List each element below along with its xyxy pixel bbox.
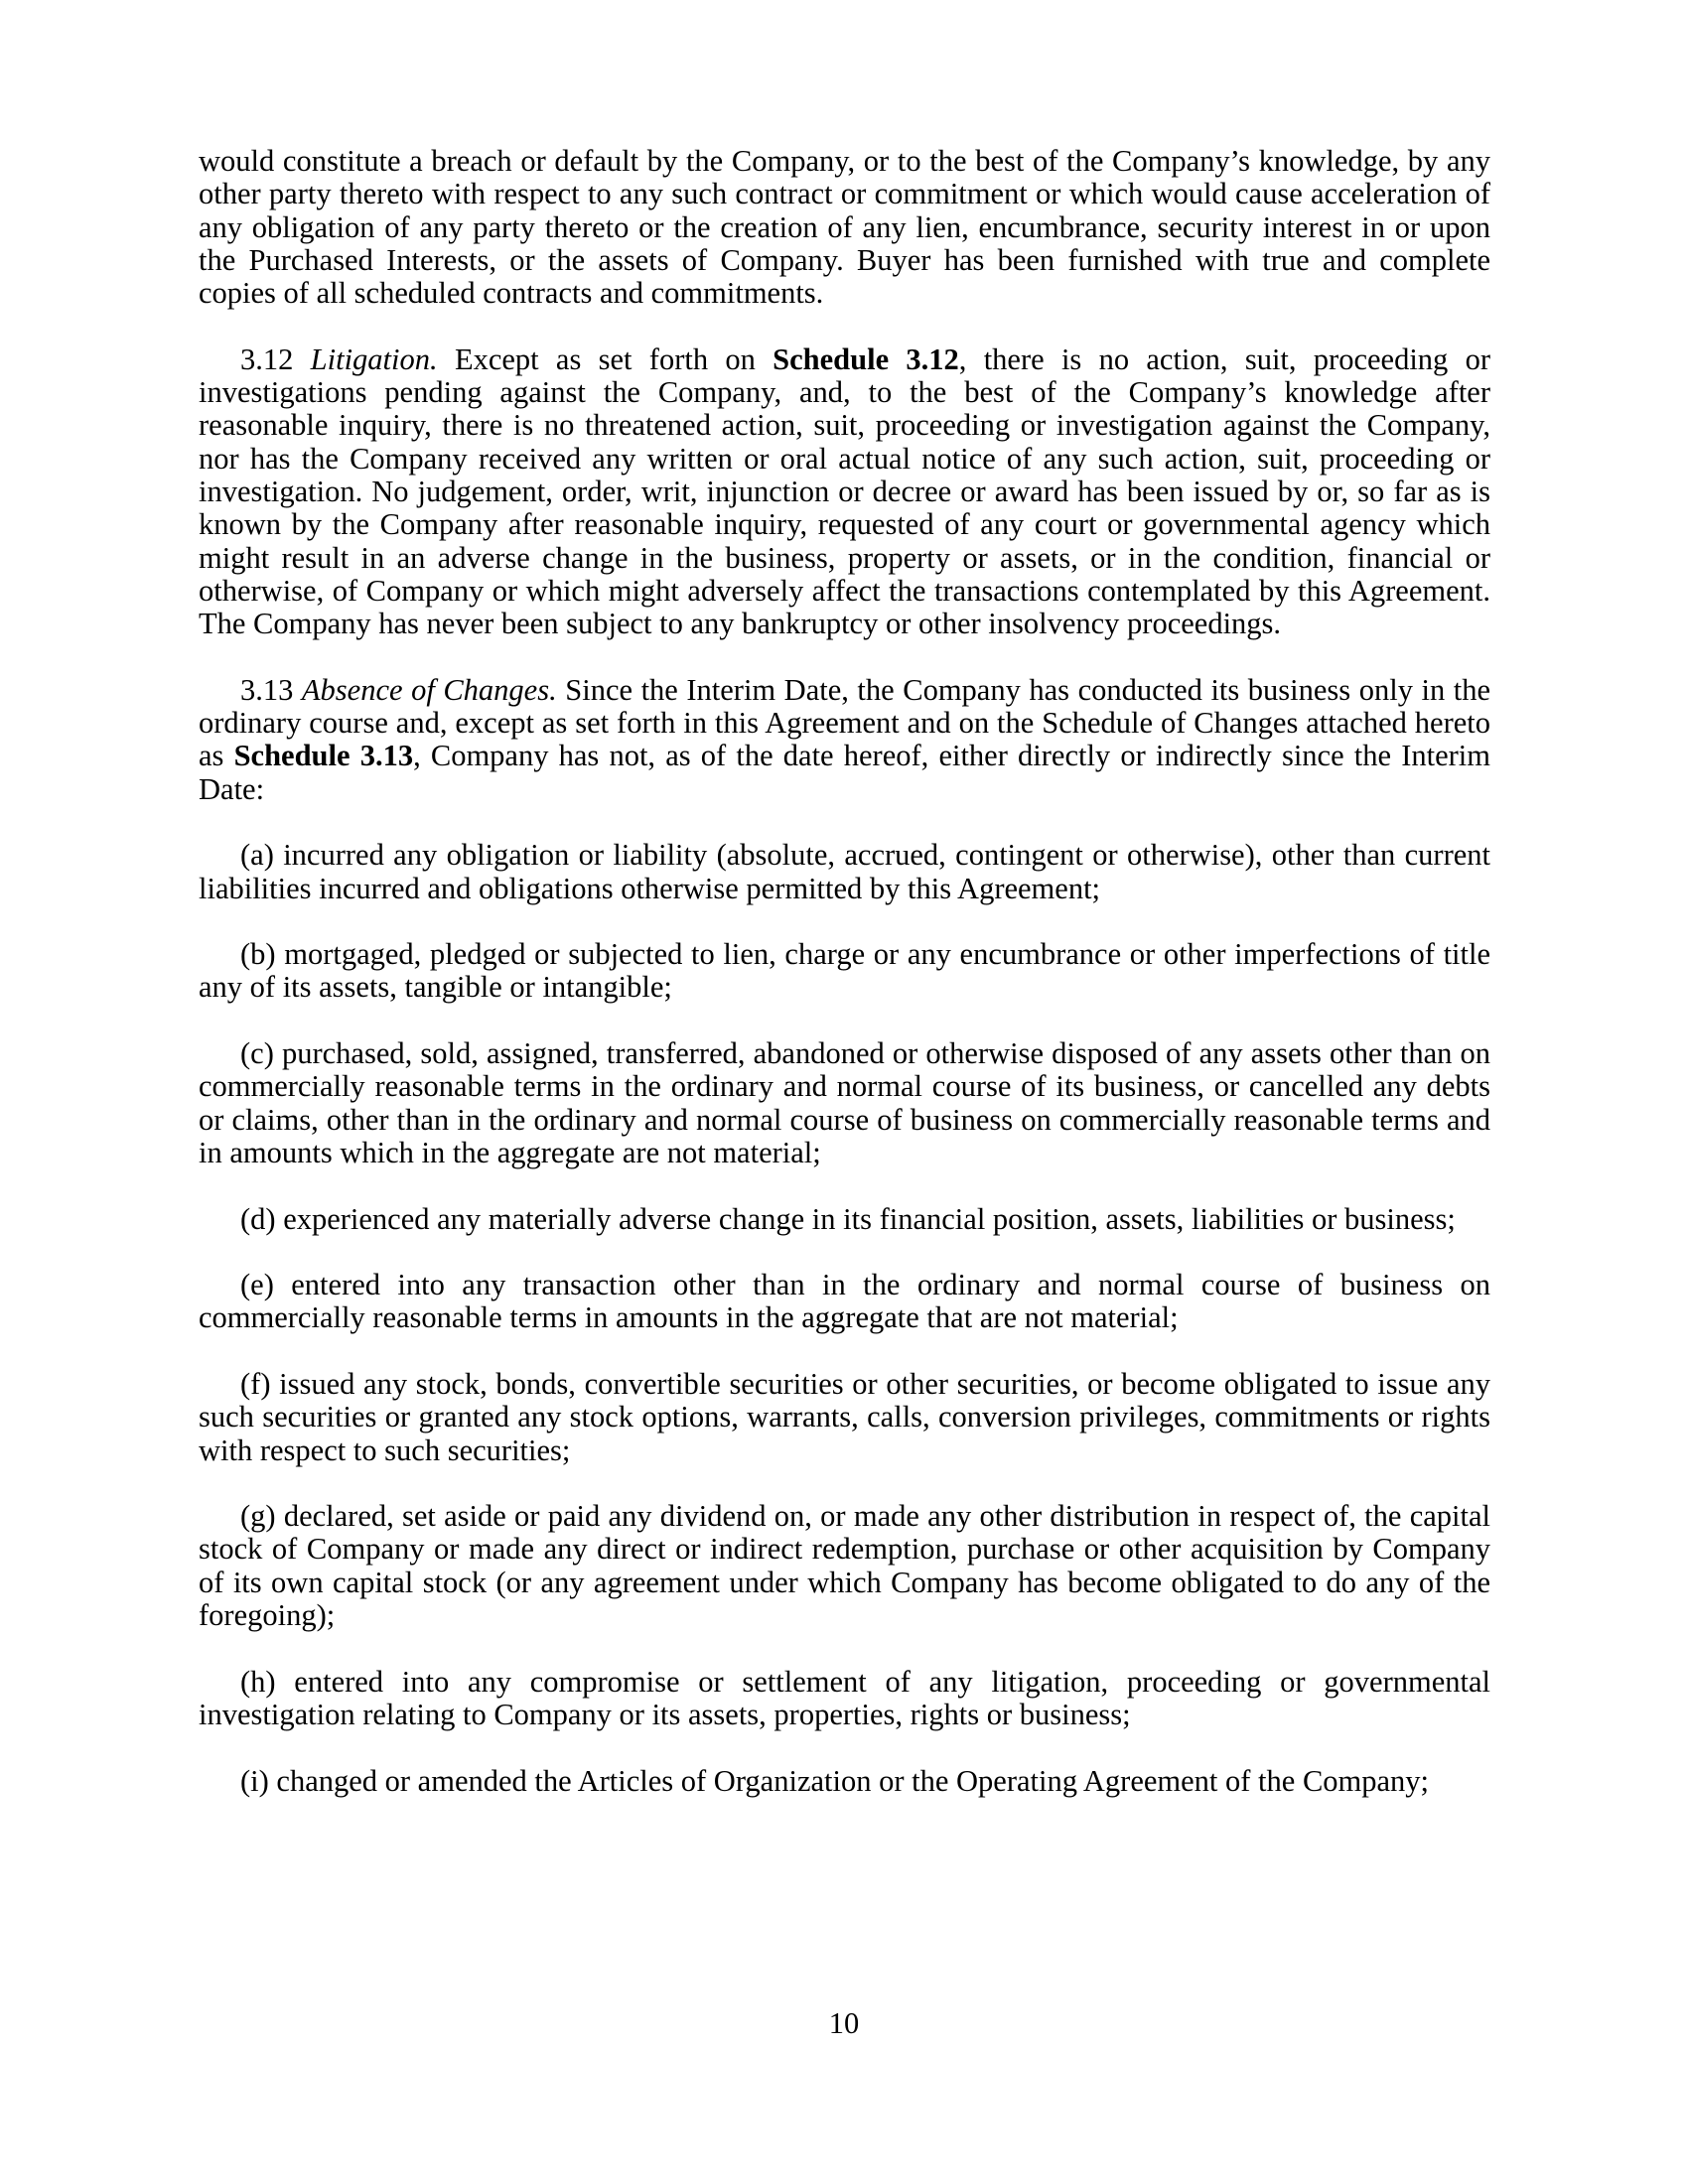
clause-i: (i) changed or amended the Articles of Organization or the Operating Agreement of the Company;	[240, 1763, 1430, 1798]
schedule-reference: Schedule 3.12	[773, 341, 959, 376]
clause-a: (a) incurred any obligation or liability (absolute, accrued, contingent or otherwise), other than current liabilities incurred and obligations otherwise permitted by this Agreement;	[199, 838, 1490, 905]
clause-g: (g) declared, set aside or paid any dividend on, or made any other distribution in respect of, the capital stock of Company or made any direct or indirect redemption, purchase or other acquisition by Company of its own capital stock (or any agreement under which Company has become obligated to do any of the foregoing);	[199, 1499, 1490, 1633]
page-number: 10	[828, 2006, 860, 2040]
clause-b: (b) mortgaged, pledged or subjected to lien, charge or any encumbrance or other imperfections of title any of its assets, tangible or intangible;	[199, 937, 1490, 1005]
clause-e: (e) entered into any transaction other than in the ordinary and normal course of business on commercially reasonable terms in amounts in the aggregate that are not material;	[199, 1268, 1490, 1335]
section-text-after: , there is no action, suit, proceeding or investigations pending against the Company, and, to the best of the Company’s knowledge after reasonable inquiry, there is no threatened action, suit, proceeding or investigation against the Company, nor has the Company received any written or oral actual notice of any such action, suit, proceeding or investigation. No judgement, order, writ, injunction or decree or award has been issued by or, so far as is known by the Company after reasonable inquiry, requested of any court or governmental agency which might result in an adverse change in the business, property or assets, or in the condition, financial or otherwise, of Company or which might adversely affect the transactions contemplated by this Agreement. The Company has never been subject to any bankruptcy or other insolvency proceedings.	[199, 341, 1491, 641]
section-text-after: , Company has not, as of the date hereof, either directly or indirectly since the Interim Date:	[199, 739, 1490, 806]
section-3-13-absence-of-changes	[199, 674, 1490, 806]
section-3-12-litigation	[199, 343, 1490, 641]
section-heading: Absence of Changes.	[301, 672, 557, 707]
schedule-reference: Schedule 3.13	[233, 739, 414, 773]
section-text-before: Except as set forth on	[454, 341, 756, 376]
section-text-before: Since the Interim Date, the Company has conducted its business only in the ordinary course and, except as set forth in this Agreement and on the Schedule of Changes attached hereto as	[199, 672, 1491, 773]
clause-c: (c) purchased, sold, assigned, transferred, abandoned or otherwise disposed of any assets other than on commercially reasonable terms in the ordinary and normal course of its business, or cancelled any debts or claims, other than in the ordinary and normal course of business on commercially reasonable terms and in amounts which in the aggregate are not material;	[199, 1036, 1490, 1169]
document-body	[199, 145, 1490, 1831]
section-number: 3.13	[240, 672, 294, 707]
clause-h: (h) entered into any compromise or settlement of any litigation, proceeding or governmental investigation relating to Company or its assets, properties, rights or business;	[199, 1664, 1490, 1731]
clause-d: (d) experienced any materially adverse change in its financial position, assets, liabilities or business;	[240, 1201, 1456, 1236]
clause-f: (f) issued any stock, bonds, convertible securities or other securities, or become obligated to issue any such securities or granted any stock options, warrants, calls, conversion privileges, commitments or rights with respect to such securities;	[199, 1366, 1490, 1467]
section-number: 3.12	[240, 341, 294, 376]
section-heading: Litigation.	[310, 341, 438, 376]
continuation-paragraph: would constitute a breach or default by the Company, or to the best of the Company’s knowledge, by any other party thereto with respect to any such contract or commitment or which would cause acceleration of any obligation of any party thereto or the creation of any lien, encumbrance, security interest in or upon the Purchased Interests, or the assets of Company. Buyer has been furnished with true and complete copies of all scheduled contracts and commitments.	[199, 144, 1490, 311]
